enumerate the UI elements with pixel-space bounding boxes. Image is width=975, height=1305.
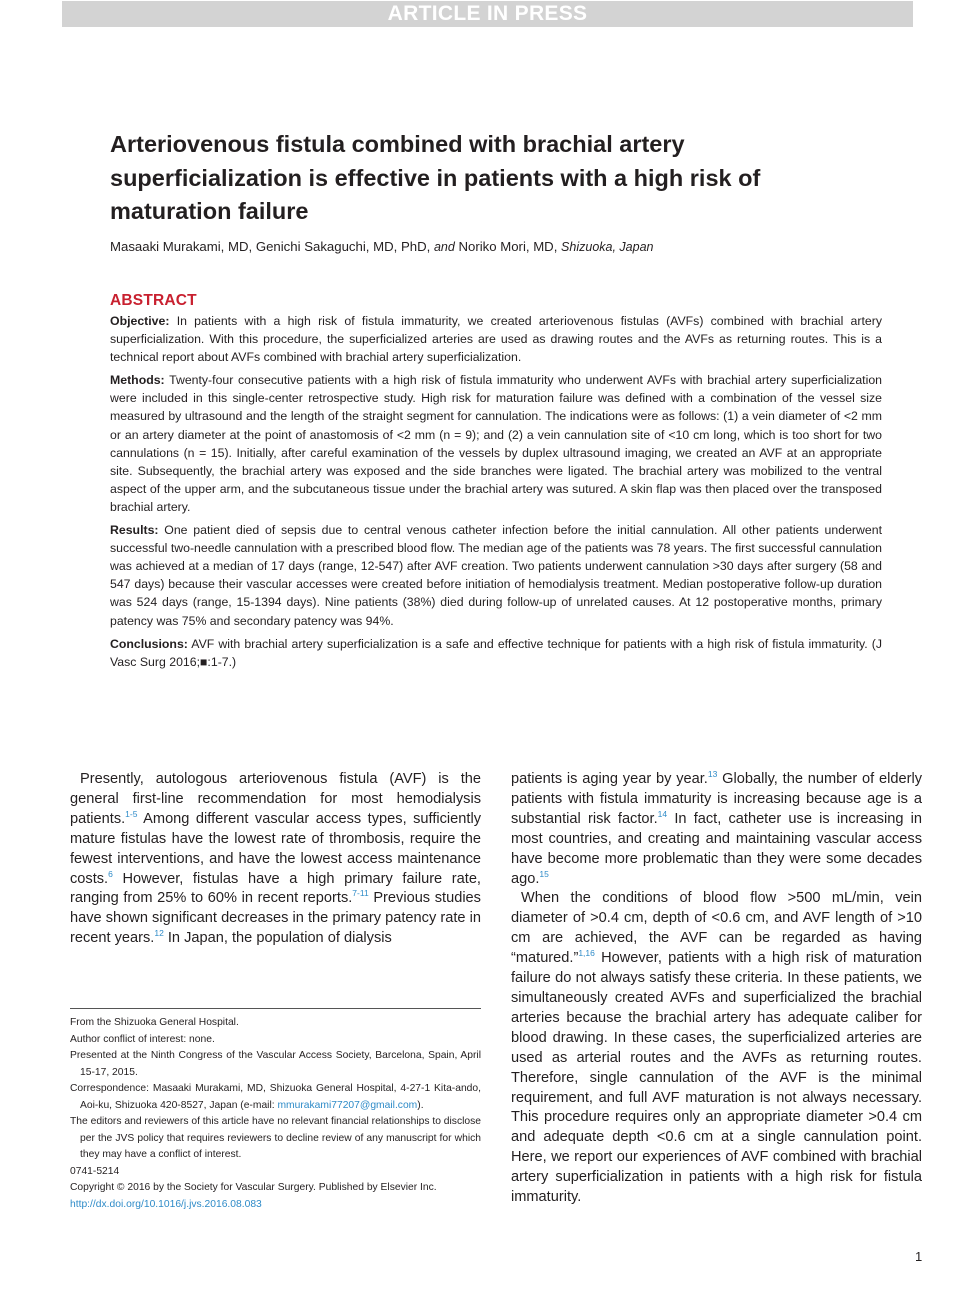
abstract-methods	[110, 371, 882, 516]
doi-link[interactable]: http://dx.doi.org/10.1016/j.jvs.2016.08.083	[70, 1198, 262, 1210]
footnote-divider	[70, 1008, 481, 1009]
body-text: Previous studies have shown significant decreases in the primary patency rate in recent years.	[70, 890, 481, 947]
intro-paragraph-1	[70, 770, 481, 949]
footnote-affiliation: From the Shizuoka General Hospital.	[70, 1017, 239, 1028]
intro-paragraph-1-continued	[511, 770, 922, 889]
citation-link[interactable]: 15	[539, 868, 549, 879]
citation-link[interactable]: 12	[154, 928, 164, 939]
body-text: In fact, catheter use is increasing in most countries, and creating and maintaining vascular access have become more problematic than they were some decades ago.	[511, 810, 922, 887]
footnote-editors: The editors and reviewers of this article have no relevant financial relationships to disclose per the JVS policy that requires reviewers to decline review of any manuscript for which they may have a conflict of interest.	[70, 1116, 481, 1160]
citation-link[interactable]: 1,16	[578, 948, 595, 959]
body-text: patients is aging year by year.	[511, 771, 708, 787]
body-text: In Japan, the population of dialysis	[163, 930, 392, 947]
footnote-presented: Presented at the Ninth Congress of the Vascular Access Society, Barcelona, Spain, April 15-17, 2015.	[70, 1050, 481, 1078]
body-text: Presently, autologous arteriovenous fistula (AVF) is the general first-line recommendation for most hemodialysis patients.	[70, 771, 481, 827]
abstract-objective	[110, 312, 882, 366]
footnotes	[70, 1015, 481, 1213]
article-in-press-banner: ARTICLE IN PRESS	[62, 1, 913, 27]
abstract-heading: ABSTRACT	[110, 292, 197, 309]
body-text: However, fistulas have a high primary failure rate, ranging from 25% to 60% in recent reports.	[70, 870, 481, 907]
footnote-conflict: Author conflict of interest: none.	[70, 1033, 215, 1045]
citation-link[interactable]: 7-11	[352, 888, 369, 899]
email-link[interactable]: mmurakami77207@gmail.com	[277, 1099, 418, 1111]
body-right-column	[511, 770, 922, 1208]
conclusions-text: AVF with brachial artery superficialization is a safe and effective technique for patients with a high risk of fistula immaturity. (J Vasc Surg 2016;■:1-7.)	[110, 636, 882, 669]
conclusions-label: Conclusions:	[110, 636, 188, 651]
abstract-section	[110, 292, 882, 676]
authors-names: Masaaki Murakami, MD, Genichi Sakaguchi, MD, PhD,	[110, 239, 434, 254]
citation-link[interactable]: 6	[108, 868, 113, 879]
authors-last: Noriko Mori, MD,	[454, 239, 562, 254]
citation-link[interactable]: 14	[657, 808, 668, 819]
citation-link[interactable]: 1-5	[125, 808, 138, 819]
results-text: One patient died of sepsis due to central venous catheter infection before the initial cannulation. All other patients underwent successful two-needle cannulation with a prescribed blood flow. The median age of the patients was 78 years. The first successful cannulation was achieved at a median of 17 days (range, 12-547) after AVF creation. Two patients underwent cannulation >30 days after surgery (58 and 547 days) because their vascular accesses were created before initiation of hemodialysis treatment. Median postoperative follow-up duration was 524 days (range, 15-1394 days). Nine patients (38%) died during follow-up of unrelated causes. At 12 postoperative months, primary patency was 75% and secondary patency was 94%.	[110, 523, 882, 628]
author-line	[110, 238, 890, 256]
abstract-conclusions	[110, 635, 882, 671]
citation-link[interactable]: 13	[707, 769, 718, 779]
author-location: Shizuoka, Japan	[561, 240, 654, 254]
body-text: However, patients with a high risk of maturation failure do not always satisfy these criteria. In these patients, we simultaneously created AVFs and superficialized the brachial arteries because the brachial artery has adequate caliber for blood drawing. In these cases, the superficialized arteries are used as arterial routes and the AVFs as returning routes. Therefore, single cannulation of the AVF is the minimal requirement, and full AVF maturation is not always necessary. This procedure requires only an appropriate diameter >0.4 cm and adequate depth <0.6 cm at a single cannulation point. Here, we report our experiences of AVF combined with brachial artery superficialization in patients with a high risk for fistula immaturity.	[511, 950, 922, 1206]
footnote-issn: 0741-5214	[70, 1165, 120, 1177]
footnote-copyright: Copyright © 2016 by the Society for Vascular Surgery. Published by Elsevier Inc.	[70, 1182, 437, 1193]
objective-label: Objective:	[110, 314, 170, 328]
footnote-correspondence	[70, 1081, 481, 1114]
intro-paragraph-2	[511, 889, 922, 1208]
correspondence-text: Correspondence: Masaaki Murakami, MD, Shizuoka General Hospital, 4-27-1 Kita-ando, Aoi-ku, Shizuoka 420-8527, Japan (e-mail:	[70, 1083, 481, 1111]
methods-text: Twenty-four consecutive patients with a high risk of fistula immaturity who underwent AVFs with brachial artery superficialization were included in this single-center retrospective study. High risk for maturation failure was defined with a combination of the vessel size measured by ultrasound and the length of the straight segment for cannulation. The indications were as follows: (1) a vein diameter of <2 mm or an artery diameter at the point of anastomosis of <2 mm (n = 9); and (2) a vein cannulation site of <10 cm long, which is too short for two cannulations (n = 15). Initially, after careful examination of the vessels by duplex ultrasound imaging, we created an AVF at an appropriate site. Subsequently, the brachial artery was exposed and the side branches were ligated. The brachial artery was mobilized to the ventral aspect of the upper arm, and the subcutaneous tissue under the brachial artery was sutured. A skin flap was then placed over the transposed brachial artery.	[110, 373, 882, 514]
body-text: Globally, the number of elderly patients with fistula immaturity is increasing because age is a substantial risk factor.	[511, 771, 923, 827]
article-title: Arteriovenous fistula combined with brachial artery superficialization is effective in patients with a high risk of maturation failure	[110, 131, 761, 224]
objective-text: In patients with a high risk of fistula immaturity, we created arteriovenous fistulas (AVFs) combined with brachial artery superficialization. With this procedure, the superficialized arteries are used as drawing routes and the AVFs as returning routes. This is a technical report about AVFs combined with brachial artery superficialization.	[110, 314, 882, 365]
authors-and: and	[433, 240, 455, 254]
body-text: When the conditions of blood flow >500 mL/min, vein diameter of >0.4 cm, depth of <0.6 cm, and AVF length of >10 cm are achieved, the AVF can be regarded as having “matured.”	[511, 890, 922, 967]
correspondence-end: ).	[417, 1099, 424, 1111]
results-label: Results:	[110, 523, 159, 538]
body-left-column	[70, 770, 481, 949]
abstract-results	[110, 521, 882, 630]
methods-label: Methods:	[110, 373, 165, 388]
page-number: 1	[915, 1249, 923, 1264]
body-text: Among different vascular access types, sufficiently mature fistulas have the lowest rate of thrombosis, require the fewest interventions, and have the lowest access maintenance costs.	[70, 810, 481, 887]
